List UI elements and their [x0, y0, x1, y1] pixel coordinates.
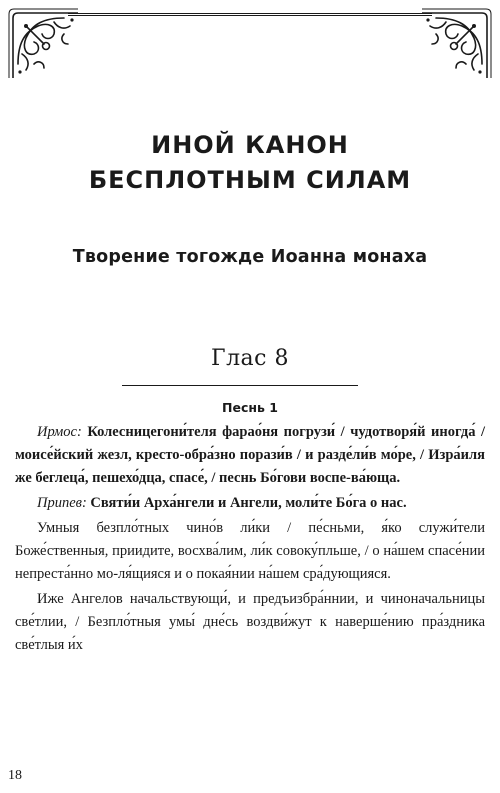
refrain-text: Святи́и Арха́нгели и Ангели, моли́те Бо́га о нас.	[90, 495, 407, 511]
title-line-2: БЕСПЛОТНЫМ СИЛАМ	[88, 166, 412, 194]
ornament-corner-icon	[4, 4, 78, 78]
irmos-label: Ирмос:	[37, 424, 82, 440]
irmos-text: Колесницегони́теля фарао́ня погрузи́ / чудотворя́й иногда́ / моисе́йский жезл, кресто-обра́зно порази́в / и разде́ли́в мо́ре, / Изра́иля же беглеца́, пешехо́дца, спасе́, / песнь Бо́гови воспе-ва́юща.	[15, 424, 485, 486]
page-subtitle: Творение тогожде Иоанна монаха	[72, 247, 428, 267]
troparion-paragraph: Умныя безпло́тных чино́в ли́ки / пе́сньми, я́ко служи́тели Боже́ственныя, приидите, восхва́лим, ли́к совоку́пльше, / о на́шем спасе́нии непреста́нно мо-ля́щияся и о покая́нии на́шем сра́дующияся.	[15, 520, 485, 582]
irmos-paragraph	[15, 421, 485, 490]
troparion-paragraph: Иже Ангелов начальствующи́, и предъизбра́ннии, и чиноначальницы све́тлии, / Безпло́тныя умы́ дне́сь воздви́жут к наверше́нию пра́здника све́тлыя и́х	[15, 591, 485, 653]
tone-divider	[122, 385, 358, 386]
page-number: 18	[8, 768, 22, 783]
title-line-1: ИНОЙ КАНОН	[151, 131, 349, 159]
tone-heading: Глас 8	[211, 346, 289, 371]
top-frame-rule	[68, 13, 432, 16]
ornament-corner-icon	[422, 4, 496, 78]
page-title	[0, 128, 500, 198]
refrain-paragraph	[15, 492, 485, 515]
canon-text	[15, 421, 485, 659]
ode-heading: Песнь 1	[222, 400, 278, 415]
refrain-label: Припев:	[37, 495, 87, 511]
